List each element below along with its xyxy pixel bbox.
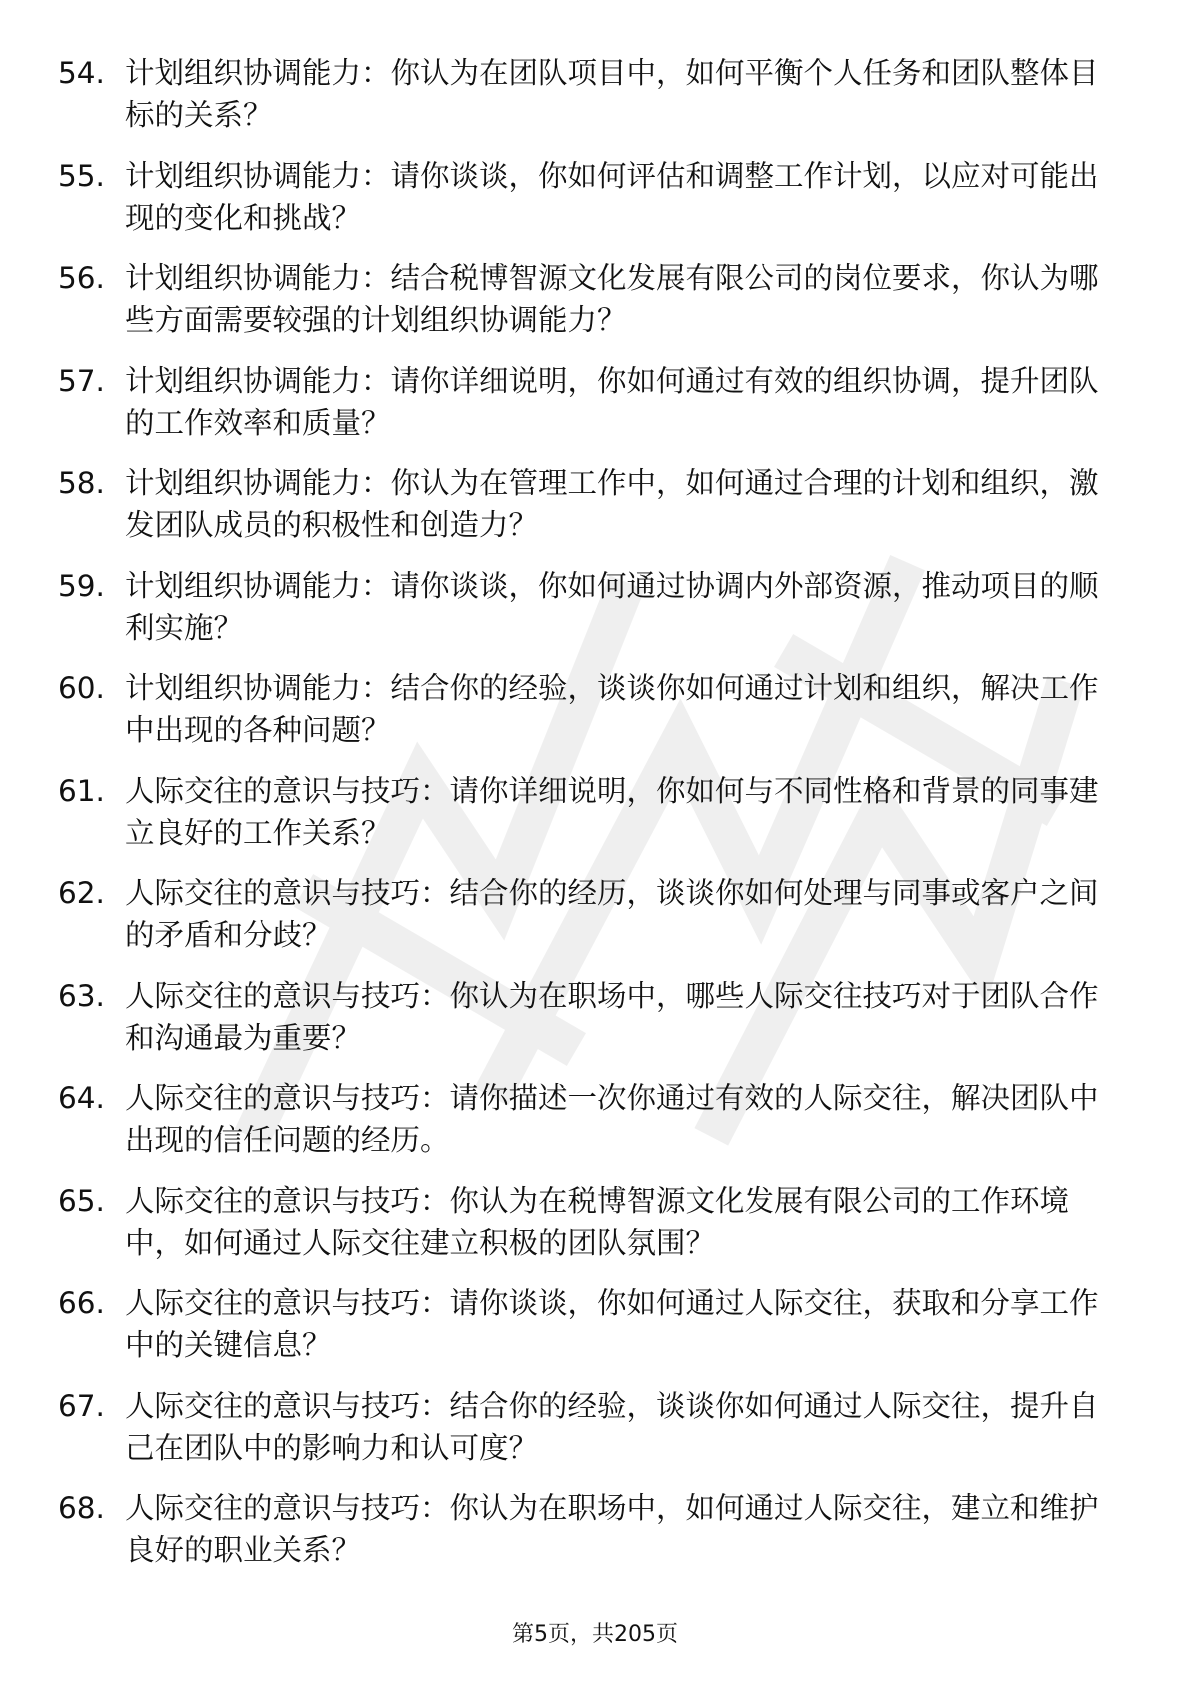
- question-number: 64.: [58, 1081, 105, 1115]
- question-item: [58, 770, 1118, 873]
- question-number: 65.: [58, 1183, 105, 1218]
- question-item: [58, 975, 1118, 1078]
- question-number: 62.: [58, 876, 105, 910]
- question-number: 55.: [58, 158, 105, 193]
- question-text: 计划组织协调能力：结合你的经验，谈谈你如何通过计划和组织，解决工作中出现的各种问题？: [125, 671, 1099, 747]
- question-number: 61.: [58, 773, 105, 808]
- question-text: 计划组织协调能力：你认为在管理工作中，如何通过合理的计划和组织，激发团队成员的积极性和创造力？: [125, 466, 1099, 542]
- question-number: 59.: [58, 568, 105, 603]
- question-item: [58, 360, 1118, 463]
- question-number: 57.: [58, 363, 105, 398]
- question-item: [58, 155, 1118, 258]
- question-number: 58.: [58, 466, 105, 500]
- question-number: 67.: [58, 1388, 105, 1423]
- question-item: [58, 52, 1118, 155]
- question-text: 人际交往的意识与技巧：你认为在职场中，哪些人际交往技巧对于团队合作和沟通最为重要？: [125, 978, 1099, 1055]
- question-number: 60.: [58, 671, 105, 705]
- question-number: 54.: [58, 56, 105, 90]
- question-text: 计划组织协调能力：请你详细说明，你如何通过有效的组织协调，提升团队的工作效率和质量？: [125, 363, 1099, 440]
- page-number: 第5页，共205页: [512, 1622, 678, 1647]
- question-text: 人际交往的意识与技巧：请你谈谈，你如何通过人际交往，获取和分享工作中的关键信息？: [125, 1286, 1099, 1362]
- question-number: 56.: [58, 261, 105, 295]
- question-text: 人际交往的意识与技巧：你认为在职场中，如何通过人际交往，建立和维护良好的职业关系？: [125, 1491, 1099, 1567]
- question-text: 人际交往的意识与技巧：你认为在税博智源文化发展有限公司的工作环境中，如何通过人际交往建立积极的团队氛围？: [125, 1183, 1070, 1260]
- question-item: [58, 462, 1118, 565]
- question-item: [58, 1385, 1118, 1488]
- question-text: 人际交往的意识与技巧：请你详细说明，你如何与不同性格和背景的同事建立良好的工作关系？: [125, 773, 1099, 850]
- question-item: [58, 257, 1118, 360]
- question-text: 计划组织协调能力：你认为在团队项目中，如何平衡个人任务和团队整体目标的关系？: [125, 56, 1099, 132]
- question-number: 63.: [58, 978, 105, 1013]
- question-item: [58, 1282, 1118, 1385]
- question-text: 计划组织协调能力：请你谈谈，你如何评估和调整工作计划，以应对可能出现的变化和挑战？: [125, 158, 1099, 235]
- question-item: [58, 1487, 1118, 1590]
- question-text: 计划组织协调能力：请你谈谈，你如何通过协调内外部资源，推动项目的顺利实施？: [125, 568, 1099, 645]
- question-number: 66.: [58, 1286, 105, 1320]
- question-text: 计划组织协调能力：结合税博智源文化发展有限公司的岗位要求，你认为哪些方面需要较强的计划组织协调能力？: [125, 261, 1099, 337]
- question-number: 68.: [58, 1491, 105, 1525]
- question-text: 人际交往的意识与技巧：结合你的经历，谈谈你如何处理与同事或客户之间的矛盾和分歧？: [125, 876, 1099, 952]
- question-item: [58, 1180, 1118, 1283]
- question-text: 人际交往的意识与技巧：结合你的经验，谈谈你如何通过人际交往，提升自己在团队中的影响力和认可度？: [125, 1388, 1099, 1465]
- question-text: 人际交往的意识与技巧：请你描述一次你通过有效的人际交往，解决团队中出现的信任问题的经历。: [125, 1081, 1099, 1157]
- question-list: [58, 52, 1118, 1590]
- question-item: [58, 667, 1118, 770]
- question-item: [58, 1077, 1118, 1180]
- question-item: [58, 565, 1118, 668]
- question-item: [58, 872, 1118, 975]
